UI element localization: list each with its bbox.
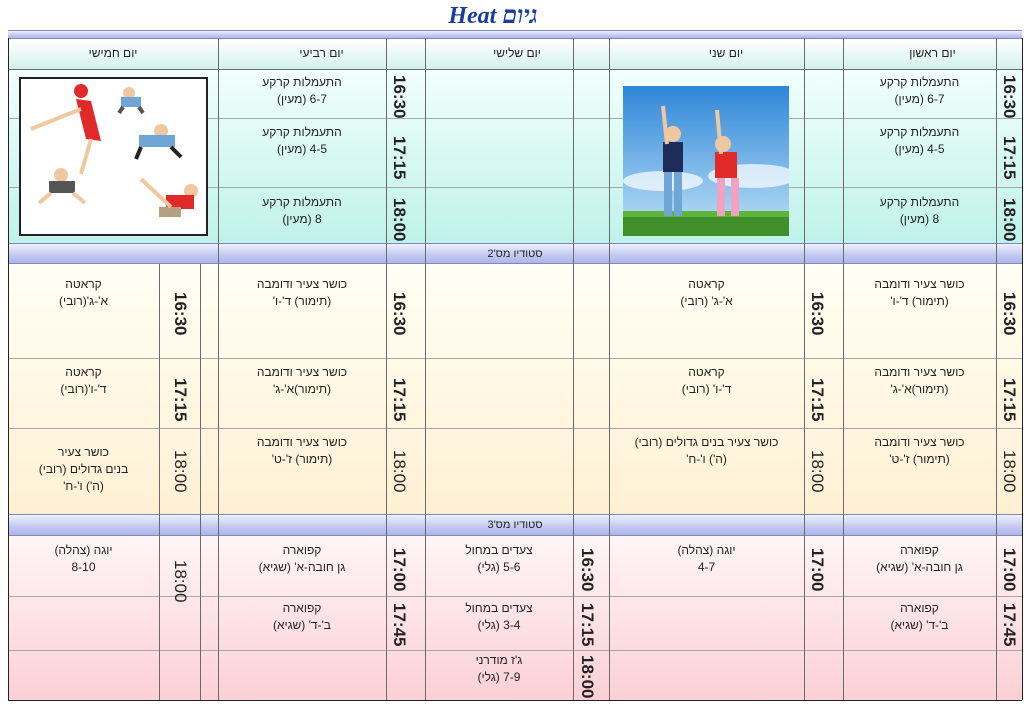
s1-sun-1-activity: התעמלות קרקע 6-7 (מעין) <box>879 75 960 106</box>
s2-thu-2-time: 17:15 <box>171 378 190 422</box>
s3-thu-1-time: 18:00 <box>171 560 190 603</box>
studio2-band <box>8 243 1022 264</box>
s3-sun-1-time: 17:00 <box>1000 548 1019 592</box>
s2-wed-3-time: 18:00 <box>390 450 409 493</box>
top-band <box>8 30 1022 39</box>
s2-wed-1-time: 16:30 <box>390 292 409 336</box>
day-thursday: יום חמישי <box>88 46 138 60</box>
s3-tue-2-time: 17:15 <box>578 603 597 647</box>
s1-wed-3-activity: התעמלות קרקע 8 (מעין) <box>262 195 342 226</box>
s2-thu-3-activity: כושר צעיר בנים גדולים (רובי) (ה') ו'-ח' <box>38 445 129 493</box>
s3-wed-2-time: 17:45 <box>390 603 409 647</box>
s3-mon-1-activity: יוגה (צהלה) 4-7 <box>677 543 736 574</box>
s3-wed-1-activity: קפוארה גן חובה-א' (שגיא) <box>258 543 346 574</box>
s3-tue-2-activity: צעדים במחול 3-4 (גלי) <box>465 601 533 632</box>
s1-sun-1-time: 16:30 <box>1000 75 1019 119</box>
s2-sun-2-activity: כושר צעיר ודומבה (תימור)א'-ג' <box>874 365 965 396</box>
s3-mon-1-time: 17:00 <box>808 548 827 592</box>
studio2-title: סטודיו מס'2 <box>487 248 543 260</box>
s1-wed-2-activity: התעמלות קרקע 4-5 (מעין) <box>262 125 342 156</box>
s3-wed-1-time: 17:00 <box>390 548 409 592</box>
s2-mon-2-time: 17:15 <box>808 378 827 422</box>
s1-wed-2-time: 17:15 <box>390 136 409 180</box>
day-sunday: יום ראשון <box>909 46 956 60</box>
stretching-kids-photo <box>623 86 789 236</box>
s3-sun-1-activity: קפוארה גן חובה-א' (שגיא) <box>876 543 963 574</box>
s3-thu-1-activity: יוגה (צהלה) 8-10 <box>54 543 113 574</box>
s3-tue-3-time: 18:00 <box>578 655 597 699</box>
s3-sun-2-activity: קפוארה ב'-ד' (שגיא) <box>890 601 949 632</box>
s2-mon-2-activity: קראטה ד'-ו' (רובי) <box>681 365 732 396</box>
s3-sun-2-time: 17:45 <box>1000 603 1019 647</box>
s3-tue-1-activity: צעדים במחול 5-6 (גלי) <box>465 543 533 574</box>
s1-sun-2-activity: התעמלות קרקע 4-5 (מעין) <box>879 125 960 156</box>
s2-mon-3-time: 18:00 <box>808 450 827 493</box>
s2-thu-3-time: 18:00 <box>171 450 190 493</box>
s1-sun-3-time: 18:00 <box>1000 198 1019 242</box>
heat-logo-mark <box>335 0 651 30</box>
studio3-band <box>8 514 1022 536</box>
s3-wed-2-activity: קפוארה ב'-ד' (שגיא) <box>273 601 331 632</box>
day-monday: יום שני <box>708 46 744 60</box>
s2-thu-1-time: 16:30 <box>171 292 190 336</box>
s1-sun-2-time: 17:15 <box>1000 136 1019 180</box>
s2-sun-3-time: 18:00 <box>1000 450 1019 493</box>
logo-text: Heat גיום <box>448 3 538 29</box>
s1-sun-3-activity: התעמלות קרקע 8 (מעין) <box>879 195 960 226</box>
s1-wed-1-time: 16:30 <box>390 75 409 119</box>
logo <box>335 0 651 30</box>
exercising-kids-photo <box>19 77 208 236</box>
s2-wed-2-activity: כושר צעיר ודומבה (תימור)א'-ג' <box>256 365 348 396</box>
studio3-title: סטודיו מס'3 <box>487 519 543 531</box>
s1-wed-3-time: 18:00 <box>390 198 409 242</box>
day-tuesday: יום שלישי <box>493 46 541 60</box>
s2-sun-1-time: 16:30 <box>1000 292 1019 336</box>
s3-tue-3-activity: ג'ז מודרני 7-9 (גלי) <box>475 653 523 684</box>
s2-wed-2-time: 17:15 <box>390 378 409 422</box>
s2-sun-3-activity: כושר צעיר ודומבה (תימור) ז'-ט' <box>874 435 965 466</box>
s1-wed-1-activity: התעמלות קרקע 6-7 (מעין) <box>262 75 342 106</box>
s2-mon-3-activity: כושר צעיר בנים גדולים (רובי) (ה') ו'-ח' <box>634 435 779 466</box>
s2-sun-2-time: 17:15 <box>1000 378 1019 422</box>
s2-thu-1-activity: קראטה א'-ג'(רובי) <box>58 277 108 308</box>
s2-wed-1-activity: כושר צעיר ודומבה (תימור) ד'-ו' <box>256 277 348 308</box>
s2-wed-3-activity: כושר צעיר ודומבה (תימור) ז'-ט' <box>256 435 348 466</box>
day-wednesday: יום רביעי <box>299 46 344 60</box>
s2-thu-2-activity: קראטה ד'-ו'(רובי) <box>60 365 107 396</box>
s2-mon-1-time: 16:30 <box>808 292 827 336</box>
s3-tue-1-time: 16:30 <box>578 548 597 592</box>
s2-sun-1-activity: כושר צעיר ודומבה (תימור) ד'-ו' <box>874 277 965 308</box>
s2-mon-1-activity: קראטה א'-ג' (רובי) <box>680 277 733 308</box>
